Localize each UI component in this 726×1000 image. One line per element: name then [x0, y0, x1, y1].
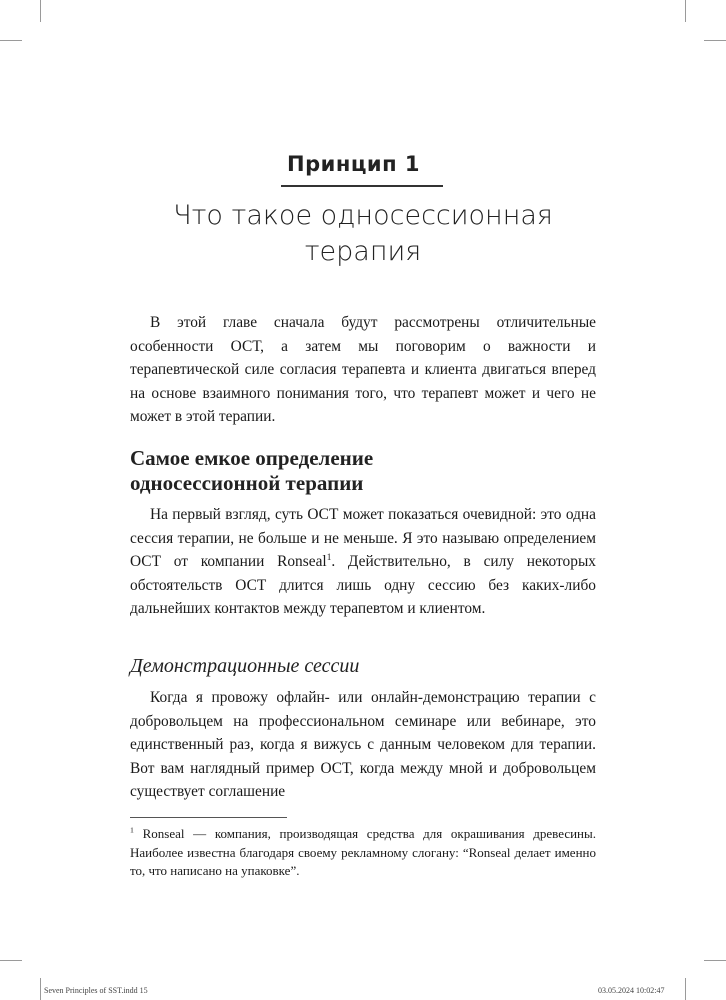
footnote [130, 825, 596, 881]
crop-mark-bottom-left [40, 978, 41, 1000]
section-heading-line-1: Самое емкое определение [130, 446, 374, 470]
definition-paragraph [130, 503, 596, 621]
crop-mark-bottom-right [685, 978, 686, 1000]
definition-text-end: . Действительно, в силу некоторых обстоятельств ОСТ длится лишь одну сессию без каких-либо дальнейших контактов между терапевтом и клиентом. [130, 553, 596, 618]
chapter-title [80, 198, 646, 270]
crop-mark-top-right [685, 0, 686, 22]
chapter-title-line-1: Что такое односессионная [173, 200, 553, 231]
crop-mark-left-top [0, 40, 22, 41]
footnote-number: 1 [130, 825, 134, 835]
crop-mark-left-bottom [0, 960, 22, 961]
section-heading [130, 446, 596, 496]
intro-paragraph: В этой главе сначала будут рассмотрены отличительные особенности ОСТ, а затем мы поговорим о важности и терапевтической силе согласия терапевта и клиента двигаться вперед на основе взаимного понимания того, что терапевт может и чего не может в этой терапии. [130, 314, 596, 426]
chapter-label: Принцип 1 [287, 152, 421, 176]
slug-filename: Seven Principles of SST.indd 15 [44, 986, 148, 995]
crop-mark-right-bottom [704, 960, 726, 961]
footnote-rule [130, 817, 287, 818]
chapter-label-underline [281, 185, 443, 187]
subsection-heading: Демонстрационные сессии [130, 655, 360, 677]
slug-datetime: 03.05.2024 10:02:47 [598, 986, 665, 995]
chapter-title-line-2: терапия [304, 236, 422, 267]
section-heading-line-2: односессионной терапии [130, 471, 364, 495]
crop-mark-right-top [704, 40, 726, 41]
footnote-text: Ronseal — компания, производящая средства для окрашивания древесины. Наиболее известна благодаря своему рекламному слогану: “Ronseal делает именно то, что написано на упаковке”. [130, 826, 596, 878]
demonstration-paragraph: Когда я провожу офлайн- или онлайн-демонстрацию терапии с добровольцем на профессиональном семинаре или вебинаре, это единственный раз, когда я вижусь с данным человеком для терапии. Вот вам наглядный пример ОСТ, когда между мной и добровольцем существует соглашение [130, 689, 596, 801]
footnote-reference[interactable]: 1 [326, 552, 332, 563]
definition-text-start: На первый взгляд, суть ОСТ может показаться очевидной: это одна сессия терапии, не больше и не меньше. Я это называю определением ОСТ от компании Ronseal [130, 506, 596, 571]
crop-mark-top-left [40, 0, 41, 22]
